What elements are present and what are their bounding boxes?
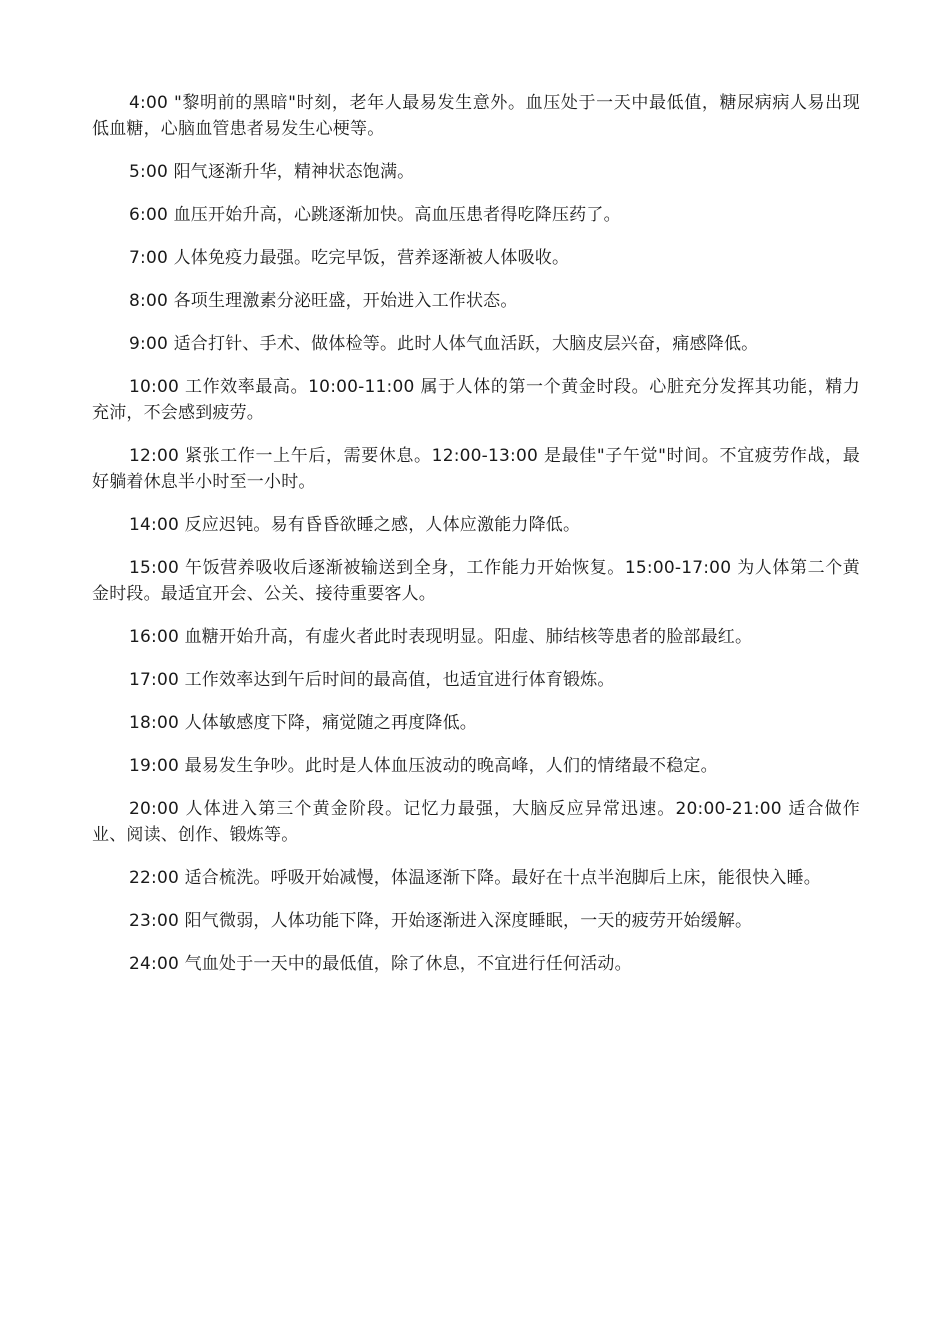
paragraph-1500: 15:00 午饭营养吸收后逐渐被输送到全身，工作能力开始恢复。15:00-17:00 为人体第二个黄金时段。最适宜开会、公关、接待重要客人。 [92,558,860,604]
paragraph-1900: 19:00 最易发生争吵。此时是人体血压波动的晚高峰，人们的情绪最不稳定。 [129,756,718,776]
document-page [92,90,860,994]
paragraph-0600: 6:00 血压开始升高，心跳逐渐加快。高血压患者得吃降压药了。 [129,205,621,225]
paragraph-0900: 9:00 适合打针、手术、做体检等。此时人体气血活跃，大脑皮层兴奋，痛感降低。 [129,334,759,354]
paragraph-2300: 23:00 阳气微弱，人体功能下降，开始逐渐进入深度睡眠，一天的疲劳开始缓解。 [129,911,753,931]
paragraph-0800: 8:00 各项生理激素分泌旺盛，开始进入工作状态。 [129,291,518,311]
paragraph-1400: 14:00 反应迟钝。易有昏昏欲睡之感，人体应激能力降低。 [129,515,581,535]
paragraph-1000: 10:00 工作效率最高。10:00-11:00 属于人体的第一个黄金时段。心脏充分发挥其功能，精力充沛，不会感到疲劳。 [92,377,860,423]
paragraph-0700: 7:00 人体免疫力最强。吃完早饭，营养逐渐被人体吸收。 [129,248,570,268]
paragraph-2200: 22:00 适合梳洗。呼吸开始减慢，体温逐渐下降。最好在十点半泡脚后上床，能很快入睡。 [129,868,821,888]
paragraph-2000: 20:00 人体进入第三个黄金阶段。记忆力最强，大脑反应异常迅速。20:00-21:00 适合做作业、阅读、创作、锻炼等。 [92,799,860,845]
paragraph-0500: 5:00 阳气逐渐升华，精神状态饱满。 [129,162,415,182]
paragraph-1800: 18:00 人体敏感度下降，痛觉随之再度降低。 [129,713,477,733]
paragraph-0400: 4:00 "黎明前的黑暗"时刻，老年人最易发生意外。血压处于一天中最低值，糖尿病病人易出现低血糖，心脑血管患者易发生心梗等。 [92,93,860,139]
paragraph-1200: 12:00 紧张工作一上午后，需要休息。12:00-13:00 是最佳"子午觉"时间。不宜疲劳作战，最好躺着休息半小时至一小时。 [92,446,860,492]
paragraph-1700: 17:00 工作效率达到午后时间的最高值，也适宜进行体育锻炼。 [129,670,615,690]
paragraph-2400: 24:00 气血处于一天中的最低值，除了休息，不宜进行任何活动。 [129,954,632,974]
paragraph-1600: 16:00 血糖开始升高，有虚火者此时表现明显。阳虚、肺结核等患者的脸部最红。 [129,627,753,647]
